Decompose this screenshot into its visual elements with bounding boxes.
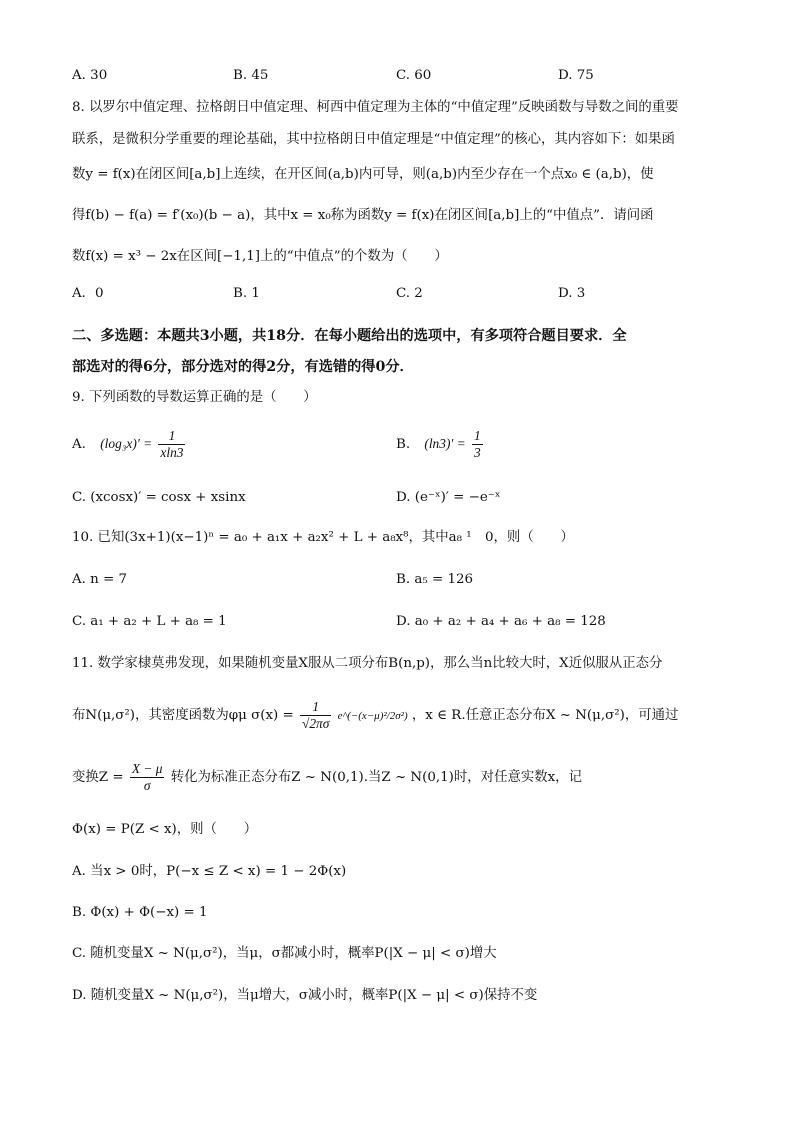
q8-stem-line-3: 数y = f(x)在闭区间[a,b]上连续，在开区间(a,b)内可导，则(a,b)内至少存在一个点x₀ ∈ (a,b)，使 [72,167,654,182]
q8-option-d: D. 3 [558,286,586,301]
q11-line2-prefix: 布N(μ,σ²)，其密度函数为φμ σ(x) = [72,708,294,723]
q11-stem-line-4: Φ(x) = P(Z < x)，则（ ） [72,822,258,837]
q10-option-c: C. a₁ + a₂ + L + a₈ = 1 [72,614,227,629]
q9-option-b [396,422,485,467]
q9-option-a [72,422,187,467]
q11-density-exponent: e^(−(x−μ)²/2σ²) [337,710,408,722]
q11-option-b: B. Φ(x) + Φ(−x) = 1 [72,905,208,920]
section-heading-line-2: 部选对的得6分，部分选对的得2分，有选错的得0分． [72,359,414,375]
q9-option-b-label: B. [396,437,411,452]
q11-stem-line-1: 11. 数学家棣莫弗发现，如果随机变量X服从二项分布B(n,p)，那么当n比较大时，X近似服从正态分 [72,656,663,671]
q8-option-c: C. 2 [396,286,423,301]
q9-option-a-denominator: xln3 [160,445,184,460]
q8-stem-line-1: 8. 以罗尔中值定理、拉格朗日中值定理、柯西中值定理为主体的“中值定理”反映函数与导数之间的重要 [72,100,679,115]
q11-density-denominator: √2πσ [301,716,330,731]
q8-option-a: A．0 [72,286,104,301]
q9-stem: 9. 下列函数的导数运算正确的是（ ） [72,390,317,405]
q9-option-a-lhs: (log₃x)′ = [100,436,153,451]
q11-stem-line-3 [72,756,582,800]
q11-line3-suffix: 转化为标准正态分布Z ~ N(0,1).当Z ~ N(0,1)时，对任意实数x，记 [170,770,582,785]
q9-option-a-numerator: 1 [158,428,185,445]
q10-option-b: B. a₅ = 126 [396,572,473,587]
q10-stem: 10. 已知(3x+1)(x−1)ⁿ = a₀ + a₁x + a₂x² + L + a₈x⁸，其中a₈ ¹ 0，则（ ） [72,530,574,545]
q11-transform-denominator: σ [143,778,151,793]
q7-option-c: C. 60 [396,68,432,83]
q9-option-d: D. (e⁻ˣ)′ = −e⁻ˣ [396,490,501,505]
q11-line3-prefix: 变换Z = [72,770,124,785]
q7-option-d: D. 75 [558,68,594,83]
q8-stem-line-4: 得f(b) − f(a) = f′(x₀)(b − a)，其中x = x₀称为函数y = f(x)在闭区间[a,b]上的“中值点”．请问函 [72,208,654,223]
q8-stem-line-5: 数f(x) = x³ − 2x在区间[−1,1]上的“中值点”的个数为（ ） [72,249,448,264]
q11-option-c: C. 随机变量X ~ N(μ,σ²)，当μ，σ都减小时，概率P(|X − μ| < σ)增大 [72,946,497,961]
q11-option-d: D. 随机变量X ~ N(μ,σ²)，当μ增大，σ减小时，概率P(|X − μ| < σ)保持不变 [72,988,538,1003]
q11-transform-numerator: X − μ [131,761,163,776]
section-heading-line-1: 二、多选题：本题共3小题，共18分．在每小题给出的选项中，有多项符合题目要求．全 [72,328,627,344]
q9-option-a-label: A. [72,437,86,452]
q9-option-b-numerator: 1 [473,428,481,443]
q10-option-a: A. n = 7 [72,572,128,587]
q11-line2-suffix: ，x ∈ R.任意正态分布X ~ N(μ,σ²)，可通过 [411,708,679,723]
q9-option-b-lhs: (ln3)′ = [424,436,466,451]
q9-option-b-denominator: 3 [473,445,481,460]
q11-option-a: A. 当x > 0时，P(−x ≤ Z < x) = 1 − 2Φ(x) [72,864,347,879]
q8-stem-line-2: 联系，是微积分学重要的理论基础，其中拉格朗日中值定理是“中值定理”的核心，其内容如下：如果函 [72,132,675,147]
q9-option-c: C. (xcosx)′ = cosx + xsinx [72,490,246,505]
q7-option-b: B. 45 [233,68,269,83]
q8-option-b: B. 1 [233,286,260,301]
q11-density-numerator: 1 [300,699,331,716]
q7-option-a: A. 30 [72,68,108,83]
q11-stem-line-2 [72,694,678,738]
q10-option-d: D. a₀ + a₂ + a₄ + a₆ + a₈ = 128 [396,614,606,629]
